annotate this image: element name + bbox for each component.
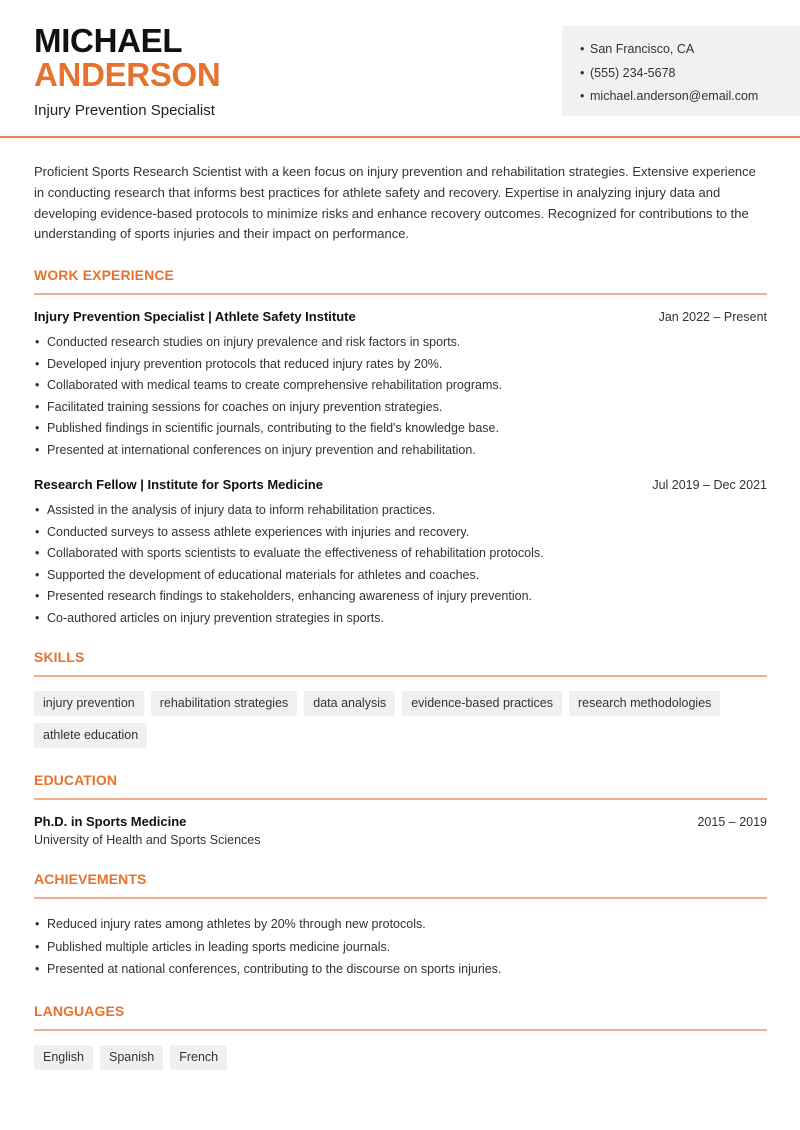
education-school: University of Health and Sports Sciences (34, 833, 261, 848)
education-years: 2015 – 2019 (697, 815, 767, 830)
skill-chip: rehabilitation strategies (151, 691, 298, 716)
first-name: MICHAEL (34, 22, 183, 59)
education-degree: Ph.D. in Sports Medicine (34, 814, 187, 830)
job-title: Injury Prevention Specialist (34, 102, 215, 119)
job-bullet: • Co-authored articles on injury prevention strategies in sports. (34, 608, 767, 630)
language-chip: French (170, 1045, 227, 1070)
skill-chip: athlete education (34, 723, 147, 748)
job-dates: Jan 2022 – Present (658, 310, 767, 325)
job-entry (34, 309, 767, 461)
contact-phone: • (555) 234-5678 (580, 62, 800, 86)
job-bullet: • Collaborated with sports scientists to evaluate the effectiveness of rehabilitation protocols. (34, 543, 767, 565)
contact-email: • michael.anderson@email.com (580, 85, 800, 109)
name-block (34, 24, 220, 119)
section-title-education: EDUCATION (34, 772, 767, 800)
contact-box (562, 26, 800, 116)
section-title-achievements: ACHIEVEMENTS (34, 871, 767, 899)
job-bullet: • Presented at international conferences on injury prevention and rehabilitation. (34, 440, 767, 462)
job-bullet: • Assisted in the analysis of injury data to inform rehabilitation practices. (34, 500, 767, 522)
achievements-list (34, 913, 767, 981)
skill-chip: evidence-based practices (402, 691, 562, 716)
job-entry (34, 477, 767, 629)
achievement-item: • Published multiple articles in leading sports medicine journals. (34, 936, 767, 959)
job-bullet: • Published findings in scientific journals, contributing to the field's knowledge base. (34, 418, 767, 440)
skill-chip: research methodologies (569, 691, 720, 716)
resume-body (34, 162, 767, 1070)
job-role: Research Fellow | Institute for Sports Medicine (34, 477, 323, 493)
job-bullet: • Presented research findings to stakeholders, enhancing awareness of injury prevention. (34, 586, 767, 608)
skill-chip: data analysis (304, 691, 395, 716)
job-bullet: • Facilitated training sessions for coaches on injury prevention strategies. (34, 397, 767, 419)
job-role: Injury Prevention Specialist | Athlete Safety Institute (34, 309, 356, 325)
language-chip: Spanish (100, 1045, 163, 1070)
job-bullet: • Collaborated with medical teams to create comprehensive rehabilitation programs. (34, 375, 767, 397)
language-chip: English (34, 1045, 93, 1070)
contact-location: • San Francisco, CA (580, 38, 800, 62)
skill-chip: injury prevention (34, 691, 144, 716)
skills-list (34, 691, 767, 748)
resume-header (0, 0, 800, 138)
job-bullet: • Conducted surveys to assess athlete experiences with injuries and recovery. (34, 522, 767, 544)
summary: Proficient Sports Research Scientist with a keen focus on injury prevention and rehabilitation strategies. Extensive experience in conducting research that informs best practices for athlete safety and recovery. Expertise in analyzing injury data and developing evidence-based protocols to minimize risks and enhance recovery outcomes. Recognized for contributions to the understanding of sports injuries and their impact on performance. (34, 164, 756, 242)
education-entry (34, 814, 767, 847)
achievement-item: • Reduced injury rates among athletes by 20% through new protocols. (34, 913, 767, 936)
section-title-skills: SKILLS (34, 649, 767, 677)
job-bullet: • Supported the development of educational materials for athletes and coaches. (34, 565, 767, 587)
achievement-item: • Presented at national conferences, contributing to the discourse on sports injuries. (34, 958, 767, 981)
job-bullet: • Developed injury prevention protocols that reduced injury rates by 20%. (34, 354, 767, 376)
languages-list (34, 1045, 767, 1070)
section-title-languages: LANGUAGES (34, 1003, 767, 1031)
section-title-work: WORK EXPERIENCE (34, 267, 767, 295)
job-bullet: • Conducted research studies on injury prevalence and risk factors in sports. (34, 332, 767, 354)
last-name: ANDERSON (34, 56, 221, 93)
job-dates: Jul 2019 – Dec 2021 (652, 478, 767, 493)
